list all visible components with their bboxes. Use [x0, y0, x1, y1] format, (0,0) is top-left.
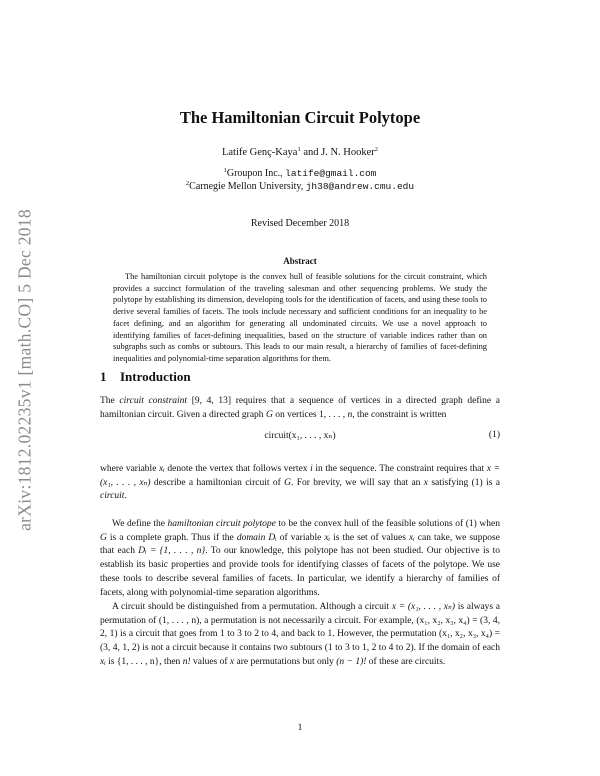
arxiv-identifier — [14, 175, 36, 565]
abstract-text: The hamiltonian circuit polytope is the convex hull of feasible solutions for the circuit constraint, which provides a succinct formulation of the traveling salesman and other sequencing problems. We study the polytope by establishing its dimension, developing tools for the identification of facets, and using these tools to derive several families of facets. The tools include necessary and sufficient conditions for an inequality to be facet defining, and an algorithm for generating all undominated circuits. We use a novel approach to identifying families of facet-defining inequalities, based on the structure of variable indices rather than on subgraphs such as combs or subtours. This leads to our main result, a hierarchy of families of facet-defining inequalities and polynomial-time separation algorithms for them. — [113, 272, 487, 363]
author-name: Latife Genç-Kaya — [221, 147, 298, 158]
author-email[interactable]: latife@gmail.com — [285, 168, 377, 179]
affiliation-org: Carnegie Mellon University, — [189, 181, 306, 192]
page-number: 1 — [297, 723, 303, 733]
affiliation-mark: 2 — [185, 180, 190, 187]
paragraph: The circuit constraint [9, 4, 13] requires that a sequence of vertices in a directed graph define a hamiltonian circuit. Given a directed graph G on vertices 1, . . . , n, the constraint is written — [100, 396, 500, 420]
abstract-heading: Abstract — [283, 256, 317, 266]
author-email[interactable]: jh38@andrew.cmu.edu — [305, 181, 415, 192]
emphasis: hamiltonian circuit polytope — [167, 519, 276, 529]
affiliation — [0, 168, 600, 179]
author-line — [0, 147, 600, 158]
section-title: Introduction — [120, 369, 191, 384]
equation-body: circuit(x₁, . . . , xₙ) — [264, 431, 336, 441]
emphasis: circuit constraint — [119, 396, 188, 406]
revision-date: Revised December 2018 — [250, 218, 350, 229]
equation — [100, 430, 500, 444]
paragraph: We define the hamiltonian circuit polytope to be the convex hull of the feasible solutions of (1) when G is a complete graph. Thus if the domain Dᵢ of variable xᵢ is the set of values xᵢ can take, we suppose that each Dᵢ = {1, . . . , n}. To our knowledge, this polytope has not been studied. Our objective is to establish its basic properties and provide tools for identifying classes of facets of the polytope. We use these tools to describe several families of facets. In particular, we identify a hierarchy of families of facets, along with polynomial-time separation algorithms. — [100, 519, 501, 598]
affiliation — [0, 181, 600, 192]
author-name: J. N. Hooker — [321, 147, 375, 158]
emphasis: domain Dᵢ — [236, 532, 277, 543]
affiliation-mark: 2 — [374, 146, 379, 153]
arxiv-identifier-text: arXiv:1812.02235v1 [math.CO] 5 Dec 2018 — [14, 209, 35, 531]
paper-title: The Hamiltonian Circuit Polytope — [179, 108, 421, 127]
affiliation-mark: 1 — [297, 146, 301, 153]
emphasis: circuit — [100, 491, 125, 502]
author-conjunction: and — [300, 147, 322, 158]
paragraph: A circuit should be distinguished from a permutation. Although a circuit x = (x₁, . . . , xₙ) is always a permutation of (1, . . . , n), a permutation is not necessarily a circuit. For example, (x₁, x₂, x₃, x₄) = (3, 4, 2, 1) is a circuit that goes from 1 to 3 to 2 to 4, and back to 1. However, the permutation (x₁, x₂, x₃, x₄) = (3, 4, 1, 2) is not a circuit because it contains two subtours (1 to 3 to 1, 2 to 4 to 2). If the domain of each xᵢ is {1, . . . , n}, then n! values of x are permutations but only (n − 1)! of these are circuits. — [100, 602, 501, 667]
equation-number: (1) — [488, 430, 500, 440]
affiliation-mark: 1 — [223, 167, 227, 174]
affiliation-org: Groupon Inc., — [226, 168, 286, 179]
section-heading — [100, 369, 191, 385]
section-number: 1 — [100, 369, 107, 384]
paragraph: where variable xᵢ denote the vertex that follows vertex i in the sequence. The constraint requires that x = (x₁, . . . , xₙ) describe a hamiltonian circuit of G. For brevity, we will say that an x satisfying (1) is a circuit. — [100, 464, 500, 502]
